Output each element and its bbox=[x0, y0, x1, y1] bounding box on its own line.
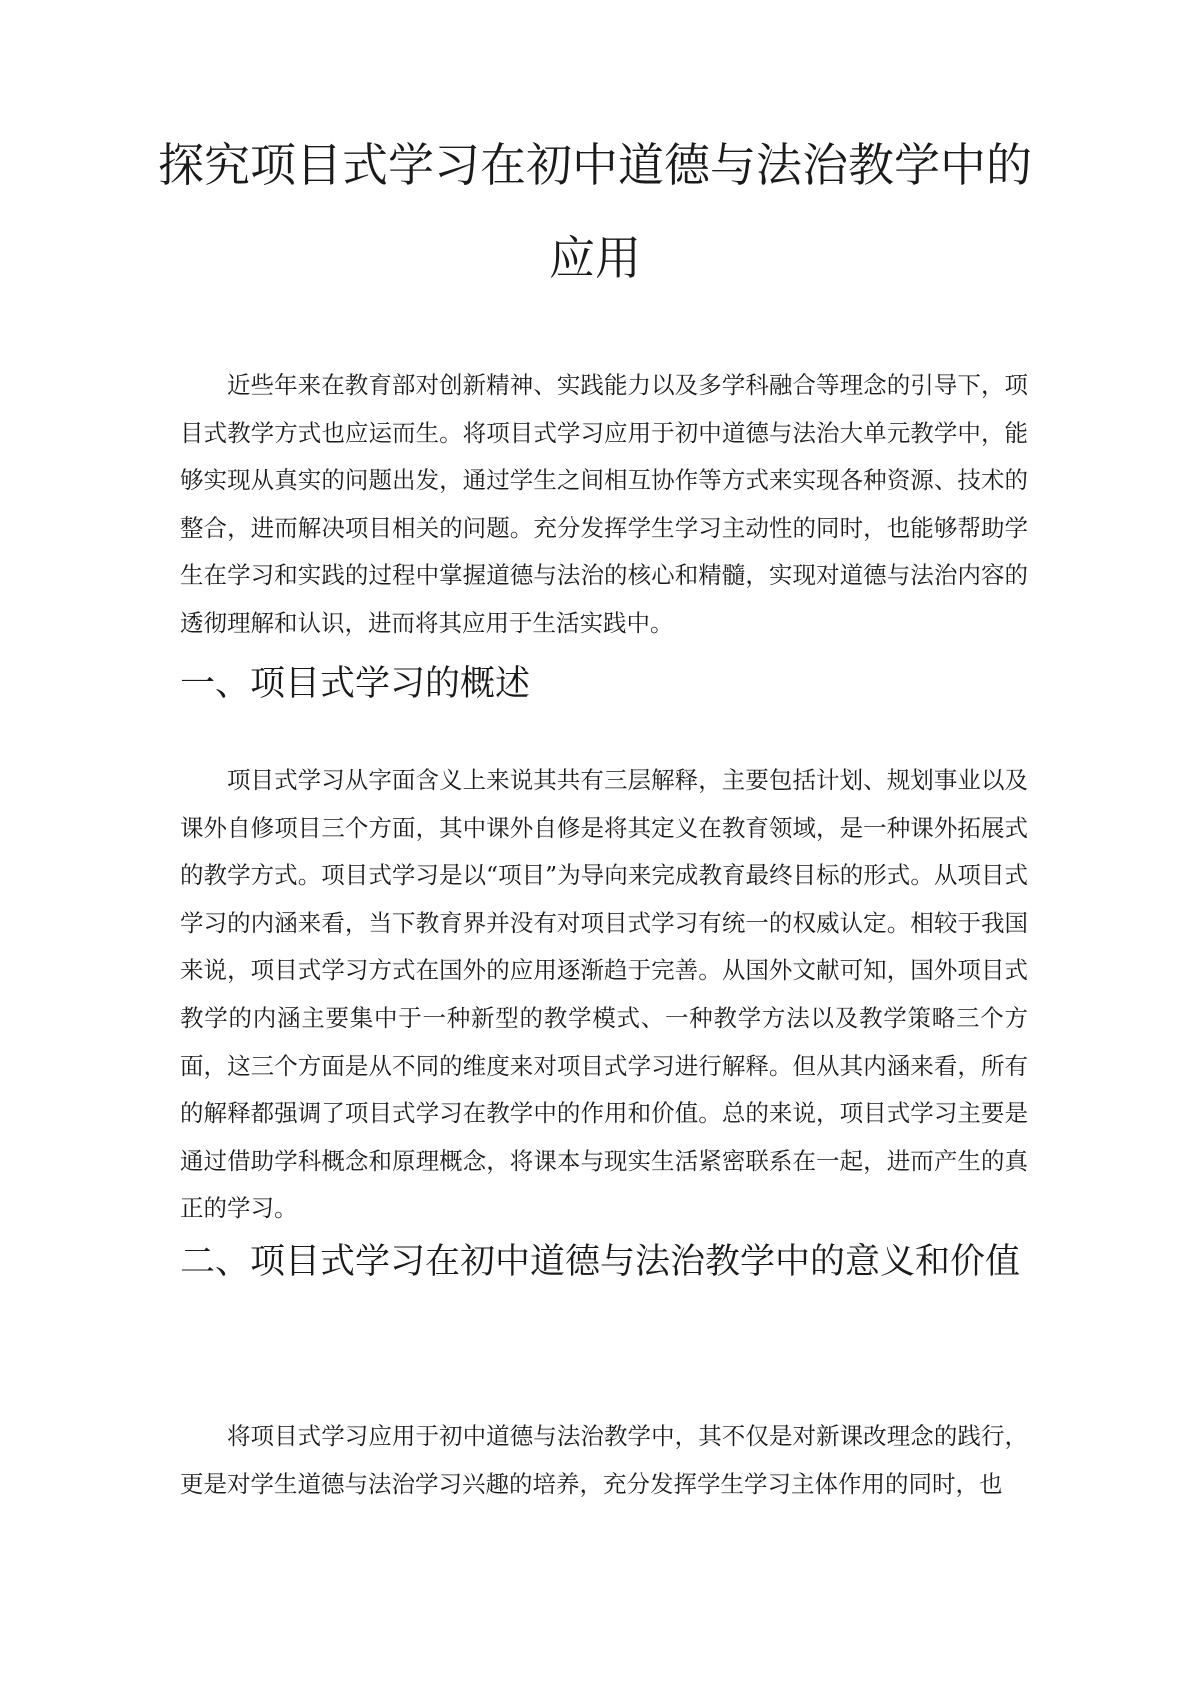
document-title-line-1: 探究项目式学习在初中道德与法治教学中的 bbox=[158, 138, 1032, 192]
intro-paragraph: 近些年来在教育部对创新精神、实践能力以及多学科融合等理念的引导下，项目式教学方式也应运而生。将项目式学习应用于初中道德与法治大单元教学中，能够实现从真实的问题出发，通过学生之间相互协作等方式来实现各种资源、技术的整合，进而解决项目相关的问题。充分发挥学生学习主动性的同时，也能够帮助学生在学习和实践的过程中掌握道德与法治的核心和精髓，实现对道德与法治内容的透彻理解和认识，进而将其应用于生活实践中。 bbox=[180, 371, 1028, 637]
document-title-line-2: 应用 bbox=[549, 231, 641, 285]
section-heading-significance: 二、项目式学习在初中道德与法治教学中的意义和价值 bbox=[180, 1242, 1021, 1282]
section-heading-overview: 一、项目式学习的概述 bbox=[180, 664, 531, 704]
section-paragraph-overview: 项目式学习从字面含义上来说其共有三层解释，主要包括计划、规划事业以及课外自修项目三个方面，其中课外自修是将其定义在教育领域，是一种课外拓展式的教学方式。项目式学习是以“项目”为导向来完成教育最终目标的形式。从项目式学习的内涵来看，当下教育界并没有对项目式学习有统一的权威认定。相较于我国来说，项目式学习方式在国外的应用逐渐趋于完善。从国外文献可知，国外项目式教学的内涵主要集中于一种新型的教学模式、一种教学方法以及教学策略三个方面，这三个方面是从不同的维度来对项目式学习进行解释。但从其内涵来看，所有的解释都强调了项目式学习在教学中的作用和价值。总的来说，项目式学习主要是通过借助学科概念和原理概念，将课本与现实生活紧密联系在一起，进而产生的真正的学习。 bbox=[180, 766, 1028, 1223]
section-paragraph-significance: 将项目式学习应用于初中道德与法治教学中，其不仅是对新课改理念的践行，更是对学生道德与法治学习兴趣的培养，充分发挥学生学习主体作用的同时，也 bbox=[180, 1422, 1028, 1498]
